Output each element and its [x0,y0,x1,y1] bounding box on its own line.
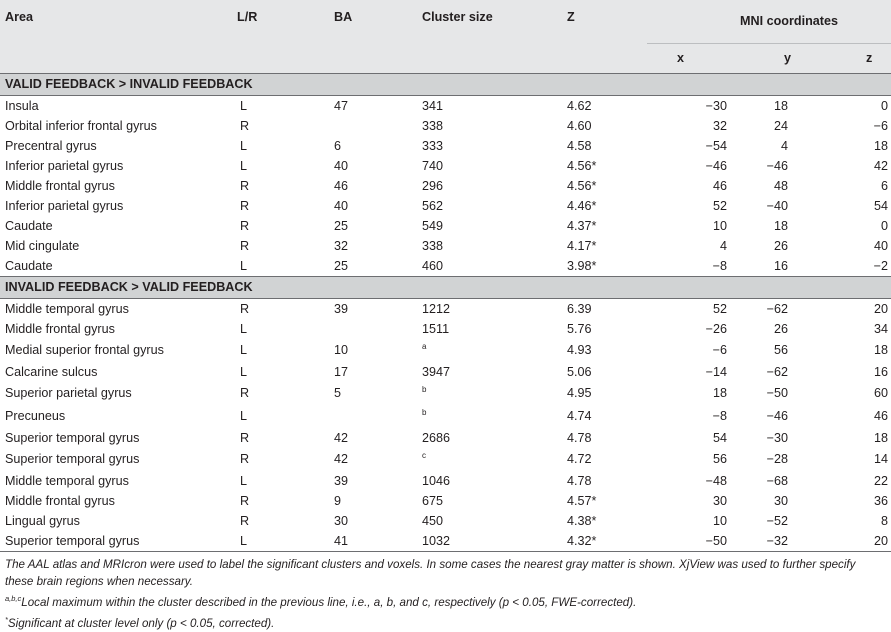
cell-mni-z: 0 [881,98,889,113]
cell-mni-y: −40 [766,198,788,213]
cell-area: Caudate [5,218,53,233]
table-row [0,196,891,216]
section-title: VALID FEEDBACK > INVALID FEEDBACK [0,73,891,95]
table-footnotes [0,552,891,632]
cell-cluster-size: 1032 [422,533,451,548]
cell-lr: R [240,198,250,213]
cell-lr: R [240,238,250,253]
cell-z: 4.17* [567,238,597,253]
cell-z: 4.58 [567,138,592,153]
cell-z: 4.95 [567,386,592,400]
cell-ba: 9 [334,493,342,508]
cell-cluster-size: 341 [422,98,444,113]
cell-ba: 46 [334,178,349,193]
cell-ba [334,319,422,339]
cell-mni-y: −50 [766,386,788,400]
section-header-row [0,73,891,95]
cell-z: 4.74 [567,409,592,423]
cell-ba: 42 [334,430,349,445]
table-row [0,256,891,277]
cell-area: Middle temporal gyrus [5,301,129,316]
cell-z: 4.78 [567,473,592,488]
table-row [0,176,891,196]
cell-lr: R [240,513,250,528]
table-row [0,339,891,362]
cell-ba: 40 [334,158,349,173]
cell-lr: L [240,321,248,336]
cell-mni-z: 14 [874,452,889,466]
cell-z: 4.72 [567,452,592,466]
cell-cluster-size: 2686 [422,430,451,445]
cell-mni-y: 26 [773,321,788,336]
cell-lr: R [240,430,250,445]
cell-ba: 32 [334,238,349,253]
table-row [0,319,891,339]
cell-z: 4.38* [567,513,597,528]
cell-mni-y: 56 [773,343,788,357]
cell-cluster-size: 549 [422,218,444,233]
header-ba: BA [334,0,422,43]
cell-cluster-size: 740 [422,158,444,173]
cell-z: 4.57* [567,493,597,508]
cell-cluster-size: 1511 [422,321,450,336]
cell-cluster-size: 296 [422,178,444,193]
table-row [0,471,891,491]
cell-z: 4.93 [567,343,592,357]
cell-z: 4.46* [567,198,597,213]
cell-mni-y: −46 [766,158,788,173]
header-cluster-size: Cluster size [422,0,565,43]
header-lr: L/R [237,0,334,43]
cell-area: Middle frontal gyrus [5,493,115,508]
cell-mni-y: −68 [766,473,788,488]
cell-lr: R [240,452,250,466]
cell-area: Middle frontal gyrus [5,178,115,193]
cell-cluster-size: a [422,341,427,351]
cell-cluster-size: c [422,450,426,460]
cell-mni-x: 52 [712,198,727,213]
cell-mni-x: 52 [712,301,727,316]
cell-mni-y: −62 [766,364,788,379]
cell-z: 3.98* [567,258,597,273]
cell-mni-z: 42 [874,158,889,173]
cell-cluster-size: b [422,384,427,394]
cell-mni-y: −28 [766,452,788,466]
cell-z: 5.76 [567,321,592,336]
table-row [0,448,891,471]
cell-lr: L [240,473,248,488]
cell-lr: L [240,533,248,548]
cell-area: Precuneus [5,409,66,423]
header-mni-coordinates: MNI coordinates [647,0,891,43]
cell-lr: R [240,218,250,233]
cell-mni-z: 8 [881,513,889,528]
cell-lr: L [240,409,248,423]
cell-mni-x: 56 [712,452,727,466]
cell-cluster-size: 1212 [422,301,451,316]
table-row [0,382,891,405]
cell-area: Middle temporal gyrus [5,473,129,488]
cell-mni-x: −8 [712,258,727,273]
cell-mni-y: 30 [773,493,788,508]
table-body [0,73,891,551]
header-y: y [749,43,824,73]
cell-mni-x: 10 [712,513,727,528]
table-row [0,156,891,176]
header-z-coord: z [824,43,891,73]
cell-lr: L [240,258,248,273]
cell-cluster-size: 1046 [422,473,451,488]
cell-lr: R [240,118,250,133]
cell-mni-x: −48 [705,473,727,488]
cell-mni-x: −30 [705,98,727,113]
cell-cluster-size: 562 [422,198,444,213]
cell-z: 4.60 [567,118,592,133]
table-row [0,95,891,116]
cell-ba: 25 [334,258,349,273]
cell-cluster-size: 333 [422,138,444,153]
cell-area: Superior parietal gyrus [5,386,132,400]
cell-area: Orbital inferior frontal gyrus [5,118,157,133]
table-row [0,136,891,156]
cell-cluster-size: 675 [422,493,444,508]
cell-area: Medial superior frontal gyrus [5,343,164,357]
cell-mni-y: 18 [773,98,788,113]
cell-area: Precentral gyrus [5,138,97,153]
cell-mni-z: 18 [874,430,889,445]
cell-mni-x: −26 [705,321,727,336]
cell-mni-z: 40 [874,238,889,253]
cell-mni-z: 18 [874,138,889,153]
cell-area: Lingual gyrus [5,513,80,528]
cell-mni-x: 10 [712,218,727,233]
cell-mni-x: −14 [705,364,727,379]
table-row [0,531,891,551]
cell-area: Superior temporal gyrus [5,452,140,466]
table-row [0,511,891,531]
cell-mni-z: 54 [874,198,889,213]
cell-lr: R [240,386,250,400]
cell-mni-x: −54 [705,138,727,153]
cell-mni-y: −46 [766,409,788,423]
cell-z: 4.62 [567,98,592,113]
table-row [0,491,891,511]
cell-mni-y: 48 [773,178,788,193]
table-row [0,428,891,448]
cell-mni-z: 36 [874,493,889,508]
cell-ba: 25 [334,218,349,233]
cell-z: 6.39 [567,301,592,316]
footnote-local-maximum-text: Local maximum within the cluster described in the previous line, i.e., a, b, and c, respectively (p < 0.05, FWE-corrected). [21,595,637,609]
cell-mni-y: 4 [780,138,788,153]
cell-lr: L [240,343,248,357]
cell-cluster-size: 338 [422,238,444,253]
header-z: Z [565,0,647,43]
cell-z: 4.56* [567,178,597,193]
cell-area: Superior temporal gyrus [5,533,140,548]
cell-mni-z: 16 [874,364,889,379]
cell-mni-y: −32 [766,533,788,548]
section-title: INVALID FEEDBACK > VALID FEEDBACK [0,276,891,298]
cell-cluster-size: 338 [422,118,444,133]
cell-ba: 39 [334,473,349,488]
cell-z: 5.06 [567,364,592,379]
footnote-atlas: The AAL atlas and MRIcron were used to label the significant clusters and voxels. In some cases the nearest gray matter is shown. XjView was used to further specify these brain regions when necessary. [5,557,856,588]
cell-mni-z: 22 [874,473,889,488]
cell-mni-y: 18 [773,218,788,233]
cell-mni-x: 4 [719,238,727,253]
cell-mni-z: 20 [874,533,889,548]
footnote-abc-marker: a,b,c [5,593,22,603]
cell-z: 4.78 [567,430,592,445]
cell-mni-z: −2 [873,258,889,273]
cell-mni-y: 26 [773,238,788,253]
cell-mni-x: 46 [712,178,727,193]
cell-mni-z: −6 [873,118,889,133]
cell-mni-z: 34 [874,321,889,336]
cell-lr: R [240,493,250,508]
table-row [0,405,891,428]
cell-mni-z: 60 [874,386,889,400]
cell-z: 4.56* [567,158,597,173]
cell-mni-z: 20 [874,301,889,316]
cell-ba: 10 [334,343,349,357]
cell-ba: 41 [334,533,349,548]
table-row [0,216,891,236]
cell-ba: 40 [334,198,349,213]
cell-mni-y: −30 [766,430,788,445]
cell-mni-x: 30 [712,493,727,508]
footnote-local-maximum [5,590,886,611]
cell-cluster-size: 450 [422,513,444,528]
cell-mni-z: 18 [874,343,889,357]
cell-z: 4.37* [567,218,597,233]
cell-mni-z: 0 [881,218,889,233]
cell-mni-x: −50 [705,533,727,548]
cell-mni-y: −62 [766,301,788,316]
header-x: x [647,43,749,73]
cell-mni-x: −46 [705,158,727,173]
table-row [0,298,891,319]
cell-mni-x: 54 [712,430,727,445]
table-row [0,116,891,136]
cell-area: Inferior parietal gyrus [5,158,124,173]
cell-z: 4.32* [567,533,597,548]
table-header [0,0,891,73]
cell-mni-z: 6 [881,178,889,193]
cell-cluster-size: 460 [422,258,444,273]
cell-mni-y: 16 [773,258,788,273]
cell-area: Inferior parietal gyrus [5,198,124,213]
cell-lr: R [240,301,250,316]
cell-cluster-size: b [422,407,427,417]
header-area: Area [0,0,237,43]
cell-lr: R [240,178,250,193]
cell-cluster-size: 3947 [422,364,451,379]
cell-mni-x: −6 [712,343,727,357]
table-row [0,362,891,382]
cell-mni-x: 18 [712,386,727,400]
footnote-star-marker: * [5,614,8,624]
cell-area: Caudate [5,258,53,273]
cell-ba: 6 [334,138,342,153]
cell-area: Superior temporal gyrus [5,430,140,445]
cell-ba: 47 [334,98,349,113]
cell-lr: L [240,158,248,173]
cell-ba [334,116,422,136]
cell-mni-x: 32 [712,118,727,133]
cell-area: Middle frontal gyrus [5,321,115,336]
cell-mni-y: −52 [766,513,788,528]
cell-ba: 39 [334,301,349,316]
cell-area: Calcarine sulcus [5,364,98,379]
cell-ba: 17 [334,364,349,379]
section-header-row [0,276,891,298]
cell-ba: 30 [334,513,349,528]
cell-area: Insula [5,98,39,113]
cell-area: Mid cingulate [5,238,80,253]
cell-ba: 42 [334,452,349,466]
cell-lr: L [240,98,248,113]
cell-mni-y: 24 [773,118,788,133]
footnote-significance-text: Significant at cluster level only (p < 0.05, corrected). [7,616,275,630]
cell-ba: 5 [334,386,342,400]
cell-lr: L [240,138,248,153]
table-row [0,236,891,256]
cell-ba [334,405,422,428]
cell-mni-z: 46 [874,409,889,423]
cell-lr: L [240,364,248,379]
footnote-significance [5,611,886,632]
cell-mni-x: −8 [712,409,727,423]
